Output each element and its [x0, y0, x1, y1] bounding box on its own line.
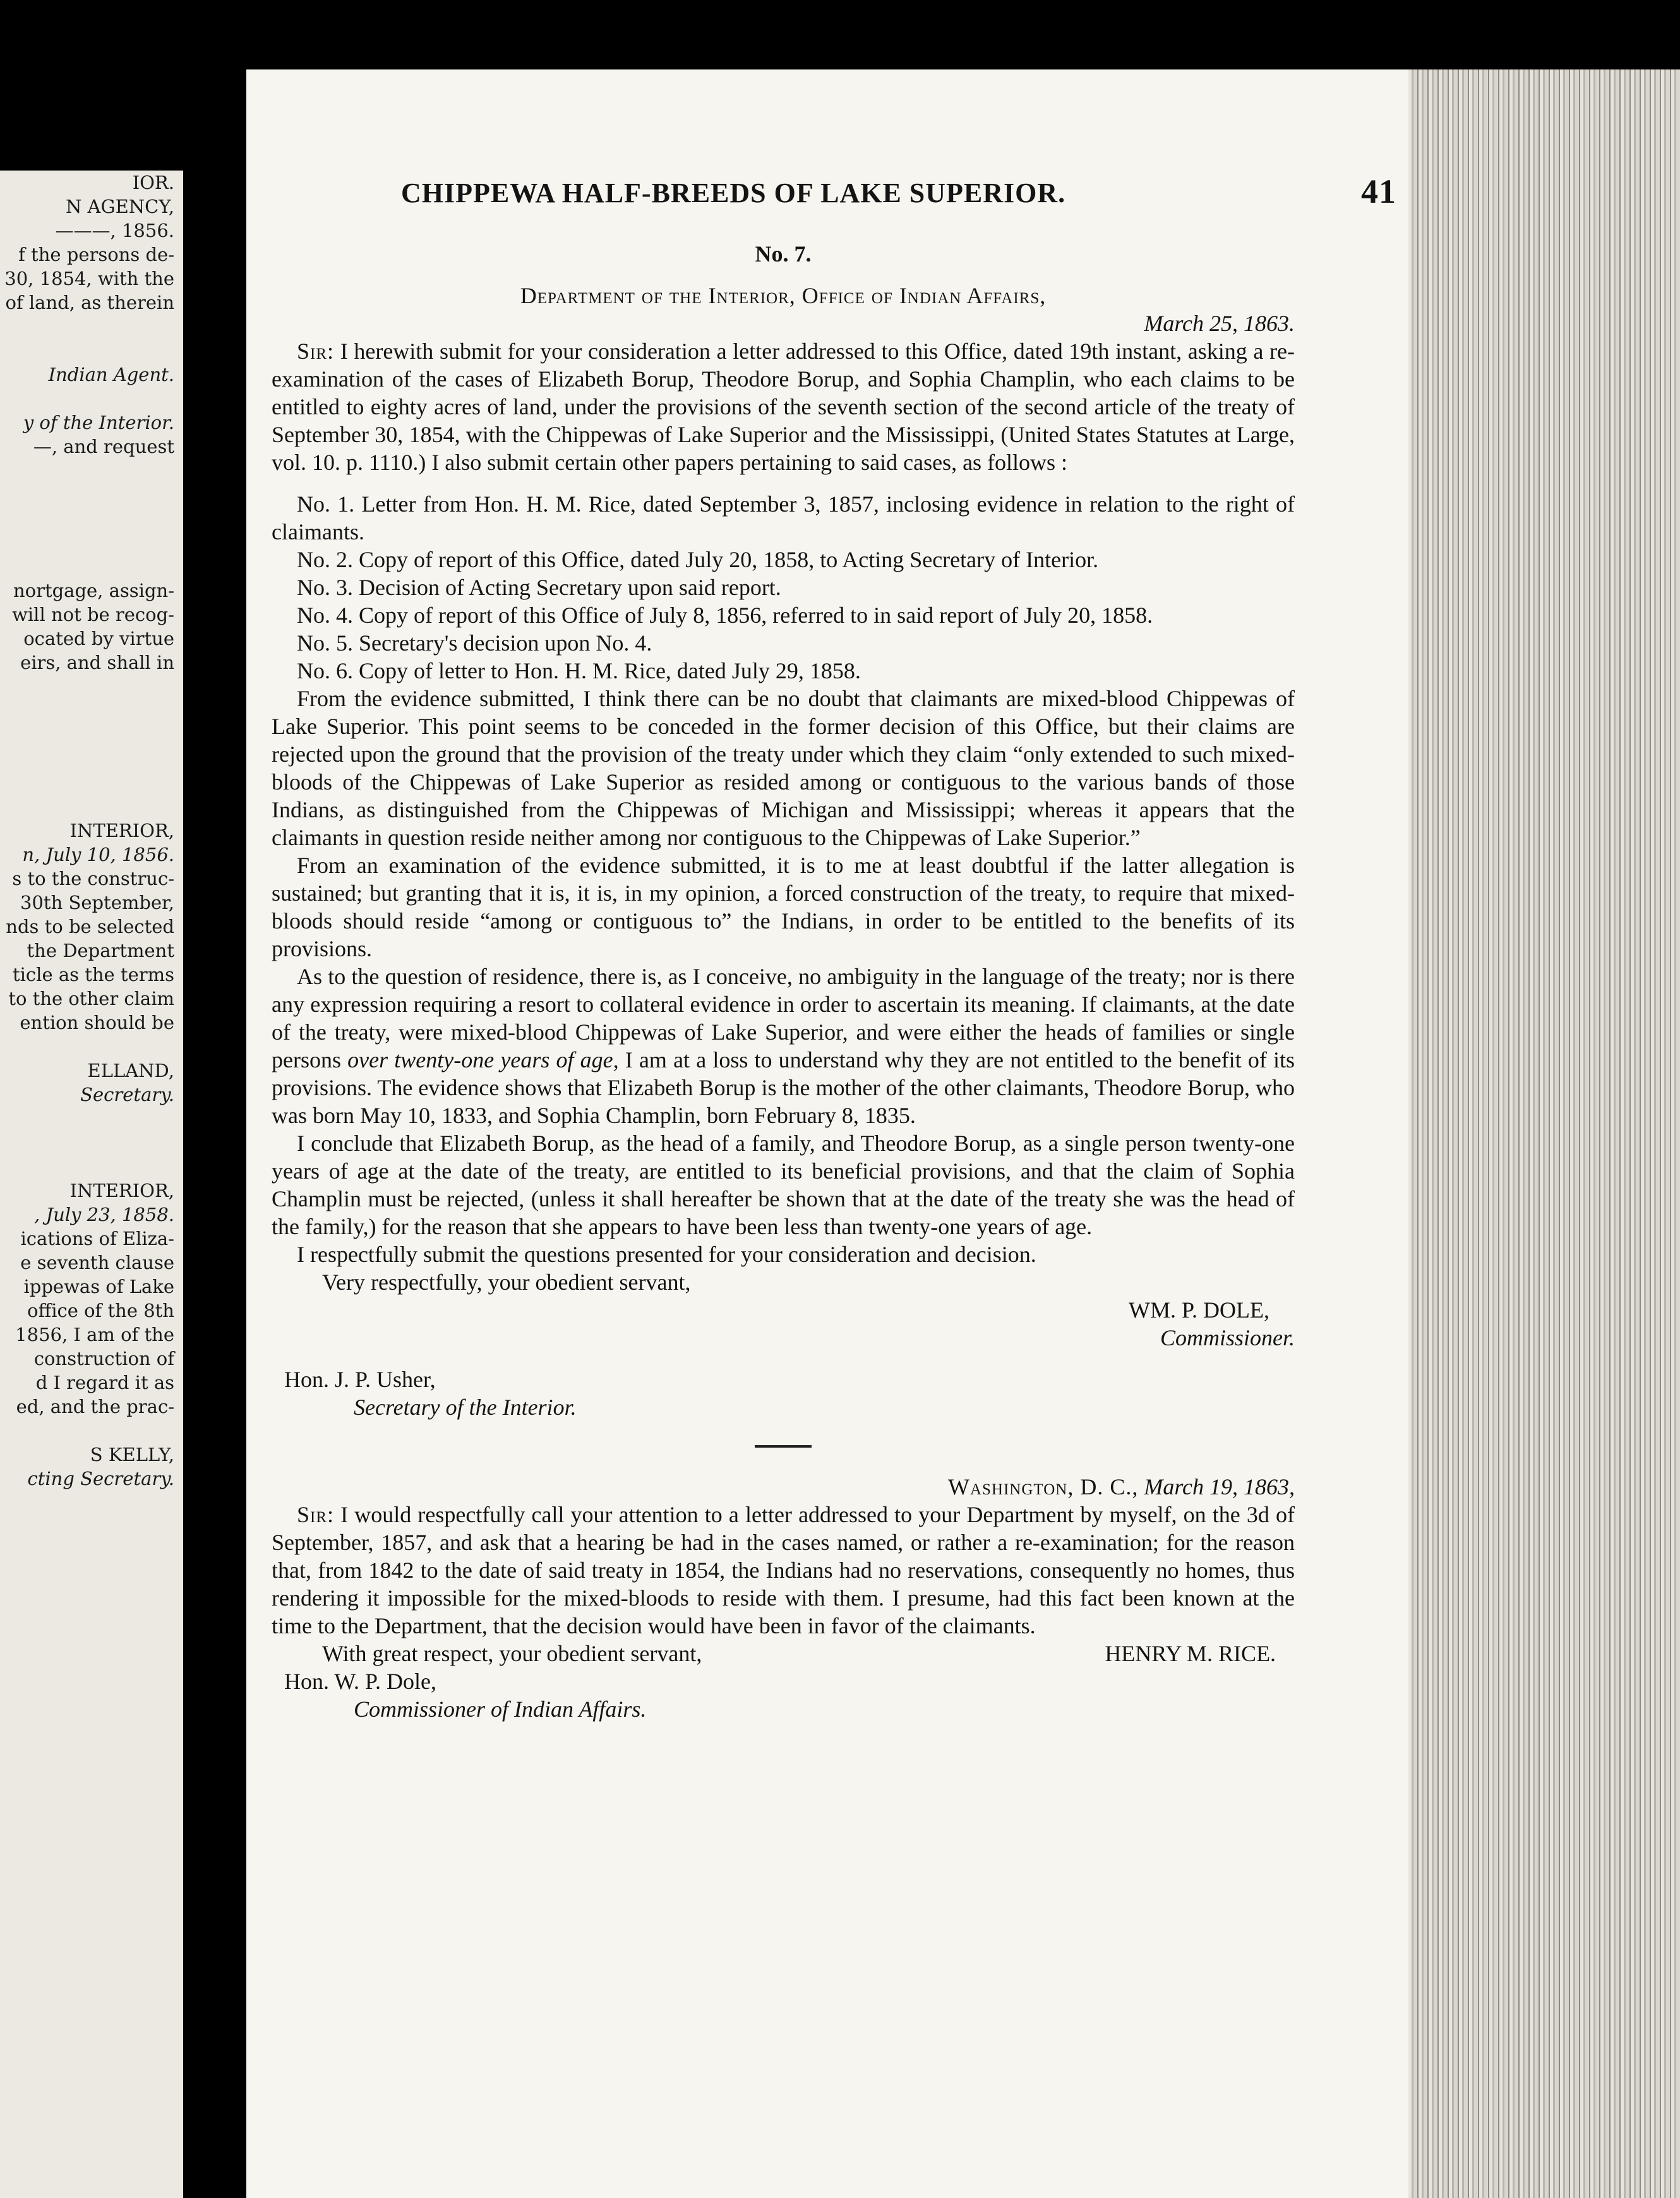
facing-page-line — [0, 555, 174, 579]
facing-page-line: S KELLY, — [90, 1444, 174, 1465]
facing-page-line — [0, 459, 174, 483]
letter1-paragraph-3-part-b: I am at a loss to understand why they are not entitled to the benefit of its provisions. The evidence shows that Elizabeth Borup is the mother of the other claimants, Theodore Borup, who was born May 10, 1833, and Sophia Champlin, born February 8, 1835. — [272, 1047, 1295, 1128]
letter1-paragraph-2: From an examination of the evidence submitted, it is to me at least doubtful if the latter allegation is sustained; but granting that it is, it is, in my opinion, a forced construction of the treaty, to require that mixed-bloods should reside “among or contiguous to” the Indians, in order to be entitled to the benefits of its provisions. — [272, 853, 1295, 961]
letter1-signer: WM. P. DOLE, — [1129, 1297, 1269, 1323]
enclosure-item: No. 2. Copy of report of this Office, dated July 20, 1858, to Acting Secretary of Interior. — [297, 547, 1099, 572]
facing-page-line: will not be recog- — [12, 604, 174, 625]
letter2-addressee-title: Commissioner of Indian Affairs. — [354, 1697, 647, 1722]
document-page — [246, 69, 1408, 2198]
facing-page-line: , July 23, 1858. — [34, 1204, 174, 1225]
facing-page-line — [0, 1107, 174, 1131]
page-number: 41 — [1361, 172, 1396, 210]
letter1-paragraph-3-part-a: As to the question of residence, there is, as I conceive, no ambiguity in the language of the treaty; nor is there any expression requiring a resort to collateral evidence in order to ascertain its meaning. If claimants, at the date of the treaty, were mixed-blood Chippewas of Lake Superior, and were either the heads of families or single persons — [272, 964, 1295, 1072]
facing-page-line: ELLAND, — [87, 1060, 174, 1081]
facing-page-line: f the persons de- — [18, 244, 174, 265]
facing-page-line: s to the construc- — [12, 868, 174, 889]
facing-page-line: ticle as the terms — [13, 964, 174, 985]
facing-page-line: the Department — [27, 940, 174, 961]
facing-page-line: of land, as therein — [5, 292, 174, 313]
enclosure-item: No. 6. Copy of letter to Hon. H. M. Rice, dated July 29, 1858. — [297, 658, 861, 683]
letter2-body — [272, 1501, 1295, 1640]
facing-page-fragment — [0, 171, 183, 2198]
facing-page-line: to the other claim — [8, 988, 174, 1009]
letter1-signer-title: Commissioner. — [1160, 1325, 1295, 1350]
facing-page-line — [0, 507, 174, 531]
facing-page-line — [0, 795, 174, 819]
letter2-date: March 19, 1863, — [1144, 1474, 1295, 1499]
facing-page-line: Indian Agent. — [48, 364, 174, 385]
facing-page-line: ications of Eliza- — [20, 1228, 174, 1249]
facing-page-text — [0, 171, 174, 1491]
document-number: No. 7. — [755, 241, 812, 267]
facing-page-line: ention should be — [20, 1012, 174, 1033]
facing-page-line — [0, 675, 174, 699]
facing-page-line — [0, 1155, 174, 1179]
facing-page-line: INTERIOR, — [69, 820, 174, 841]
enclosure-list — [272, 490, 1295, 685]
letter1-paragraph-3 — [272, 963, 1295, 1129]
letter1-paragraph-4: I conclude that Elizabeth Borup, as the head of a family, and Theodore Borup, as a single person twenty-one years of age at the date of the treaty, are entitled to its beneficial provisions, and that the claim of Sophia Champlin must be rejected, (unless it shall hereafter be shown that at the date of the treaty she was the head of the family,) for the reason that she appears to have been less than twenty-one years of age. — [272, 1131, 1295, 1239]
letter1-date: March 25, 1863. — [1144, 311, 1295, 336]
facing-page-line — [0, 1035, 174, 1059]
facing-page-line — [0, 747, 174, 771]
letter2-closing: With great respect, your obedient servant, — [322, 1641, 702, 1666]
facing-page-line: d I regard it as — [35, 1372, 174, 1393]
running-head-title: CHIPPEWA HALF-BREEDS OF LAKE SUPERIOR. — [401, 177, 1066, 208]
page-edge-stack — [1408, 69, 1680, 2198]
enclosure-item: No. 3. Decision of Acting Secretary upon said report. — [297, 575, 781, 600]
letter1-salutation: Sir: — [297, 339, 335, 364]
facing-page-line — [0, 1419, 174, 1443]
letter1-paragraph-3-italic: over twenty-one years of age, — [347, 1047, 619, 1072]
letter1-paragraph-1: From the evidence submitted, I think there can be no doubt that claimants are mixed-blood Chippewas of Lake Superior. This point seems to be conceded in the former decision of this Office, but their claims are rejected upon the ground that the provision of the treaty under which they claim “only extended to such mixed-bloods of the Chippewas of Lake Superior as resided among or contiguous to the various bands of those Indians, as distinguished from the Chippewas of Michigan and Mississippi; whereas it appears that the claimants in question reside neither among nor contiguous to the Chippewas of Lake Superior.” — [272, 686, 1295, 850]
facing-page-line: 30, 1854, with the — [4, 268, 174, 289]
facing-page-line: ippewas of Lake — [23, 1276, 174, 1297]
facing-page-line: n, July 10, 1856. — [22, 844, 174, 865]
letter2-body-text: I would respectfully call your attention to a letter addressed to your Department by myself, on the 3d of September, 1857, and ask that a hearing be had in the cases named, or rather a re-examination; for the reason that, from 1842 to the date of said treaty in 1854, the Indians had no reservations, consequently no homes, thus rendering it impossible for the mixed-bloods to reside with them. I presume, had this fact been known at the time to the Department, that the decision would have been in favor of the claimants. — [272, 1502, 1295, 1638]
letter1-addressee-title: Secretary of the Interior. — [354, 1395, 577, 1420]
letter2-dateline — [272, 1473, 1295, 1501]
facing-page-line: cting Secretary. — [27, 1468, 174, 1489]
facing-page-line — [0, 483, 174, 507]
facing-page-line: 30th September, — [20, 892, 174, 913]
facing-page-line: INTERIOR, — [69, 1180, 174, 1201]
facing-page-line — [0, 387, 174, 411]
enclosure-item: No. 5. Secretary's decision upon No. 4. — [297, 630, 652, 656]
letter1-addressee: Hon. J. P. Usher, — [284, 1367, 436, 1392]
letter1-opening — [272, 337, 1295, 476]
section-divider — [755, 1445, 812, 1448]
facing-page-line — [0, 699, 174, 723]
facing-page-line: ———, 1856. — [55, 220, 174, 241]
facing-page-line: construction of — [33, 1348, 174, 1369]
facing-page-line — [0, 531, 174, 555]
facing-page-line — [0, 315, 174, 339]
facing-page-line: 1856, I am of the — [15, 1324, 174, 1345]
letter1-department: Department of the Interior, Office of Indian Affairs, — [520, 283, 1047, 308]
letter2-addressee: Hon. W. P. Dole, — [284, 1669, 437, 1694]
enclosure-item: No. 1. Letter from Hon. H. M. Rice, dated September 3, 1857, inclosing evidence in relation to the right of claimants. — [272, 491, 1295, 544]
facing-page-line: ed, and the prac- — [16, 1396, 174, 1417]
letter2-salutation: Sir: — [297, 1502, 335, 1527]
letter1-closing: Very respectfully, your obedient servant, — [322, 1270, 691, 1295]
facing-page-line: office of the 8th — [27, 1300, 174, 1321]
enclosure-item: No. 4. Copy of report of this Office of July 8, 1856, referred to in said report of July 20, 1858. — [297, 603, 1153, 628]
letter2-signature-line — [272, 1640, 1295, 1667]
letter1-paragraph-5: I respectfully submit the questions presented for your consideration and decision. — [297, 1242, 1036, 1267]
facing-page-line: eirs, and shall in — [20, 652, 174, 673]
facing-page-line — [0, 723, 174, 747]
facing-page-line: y of the Interior. — [23, 412, 174, 433]
facing-page-line — [0, 1131, 174, 1155]
letter2-place: Washington, D. C., — [947, 1474, 1139, 1499]
facing-page-line: ocated by virtue — [23, 628, 174, 649]
facing-page-line: —, and request — [33, 436, 174, 457]
letter1-opening-text: I herewith submit for your consideration a letter addressed to this Office, dated 19th instant, asking a re-examination of the cases of Elizabeth Borup, Theodore Borup, and Sophia Champlin, who each claims to be entitled to eighty acres of land, under the provisions of the seventh section of the second article of the treaty of September 30, 1854, with the Chippewas of Lake Superior and the Mississippi, (United States Statutes at Large, vol. 10. p. 1110.) I also submit certain other papers pertaining to said cases, as follows : — [272, 339, 1295, 475]
facing-page-line: nortgage, assign- — [13, 580, 174, 601]
page-body — [272, 240, 1295, 1723]
facing-page-line — [0, 339, 174, 363]
facing-page-line: e seventh clause — [20, 1252, 174, 1273]
letter2-signer: HENRY M. RICE. — [1105, 1641, 1276, 1666]
facing-page-line: N AGENCY, — [65, 196, 174, 217]
facing-page-line: Secretary. — [80, 1084, 174, 1105]
facing-page-line: nds to be selected — [6, 916, 174, 937]
facing-page-line: IOR. — [132, 172, 174, 193]
facing-page-line — [0, 771, 174, 795]
